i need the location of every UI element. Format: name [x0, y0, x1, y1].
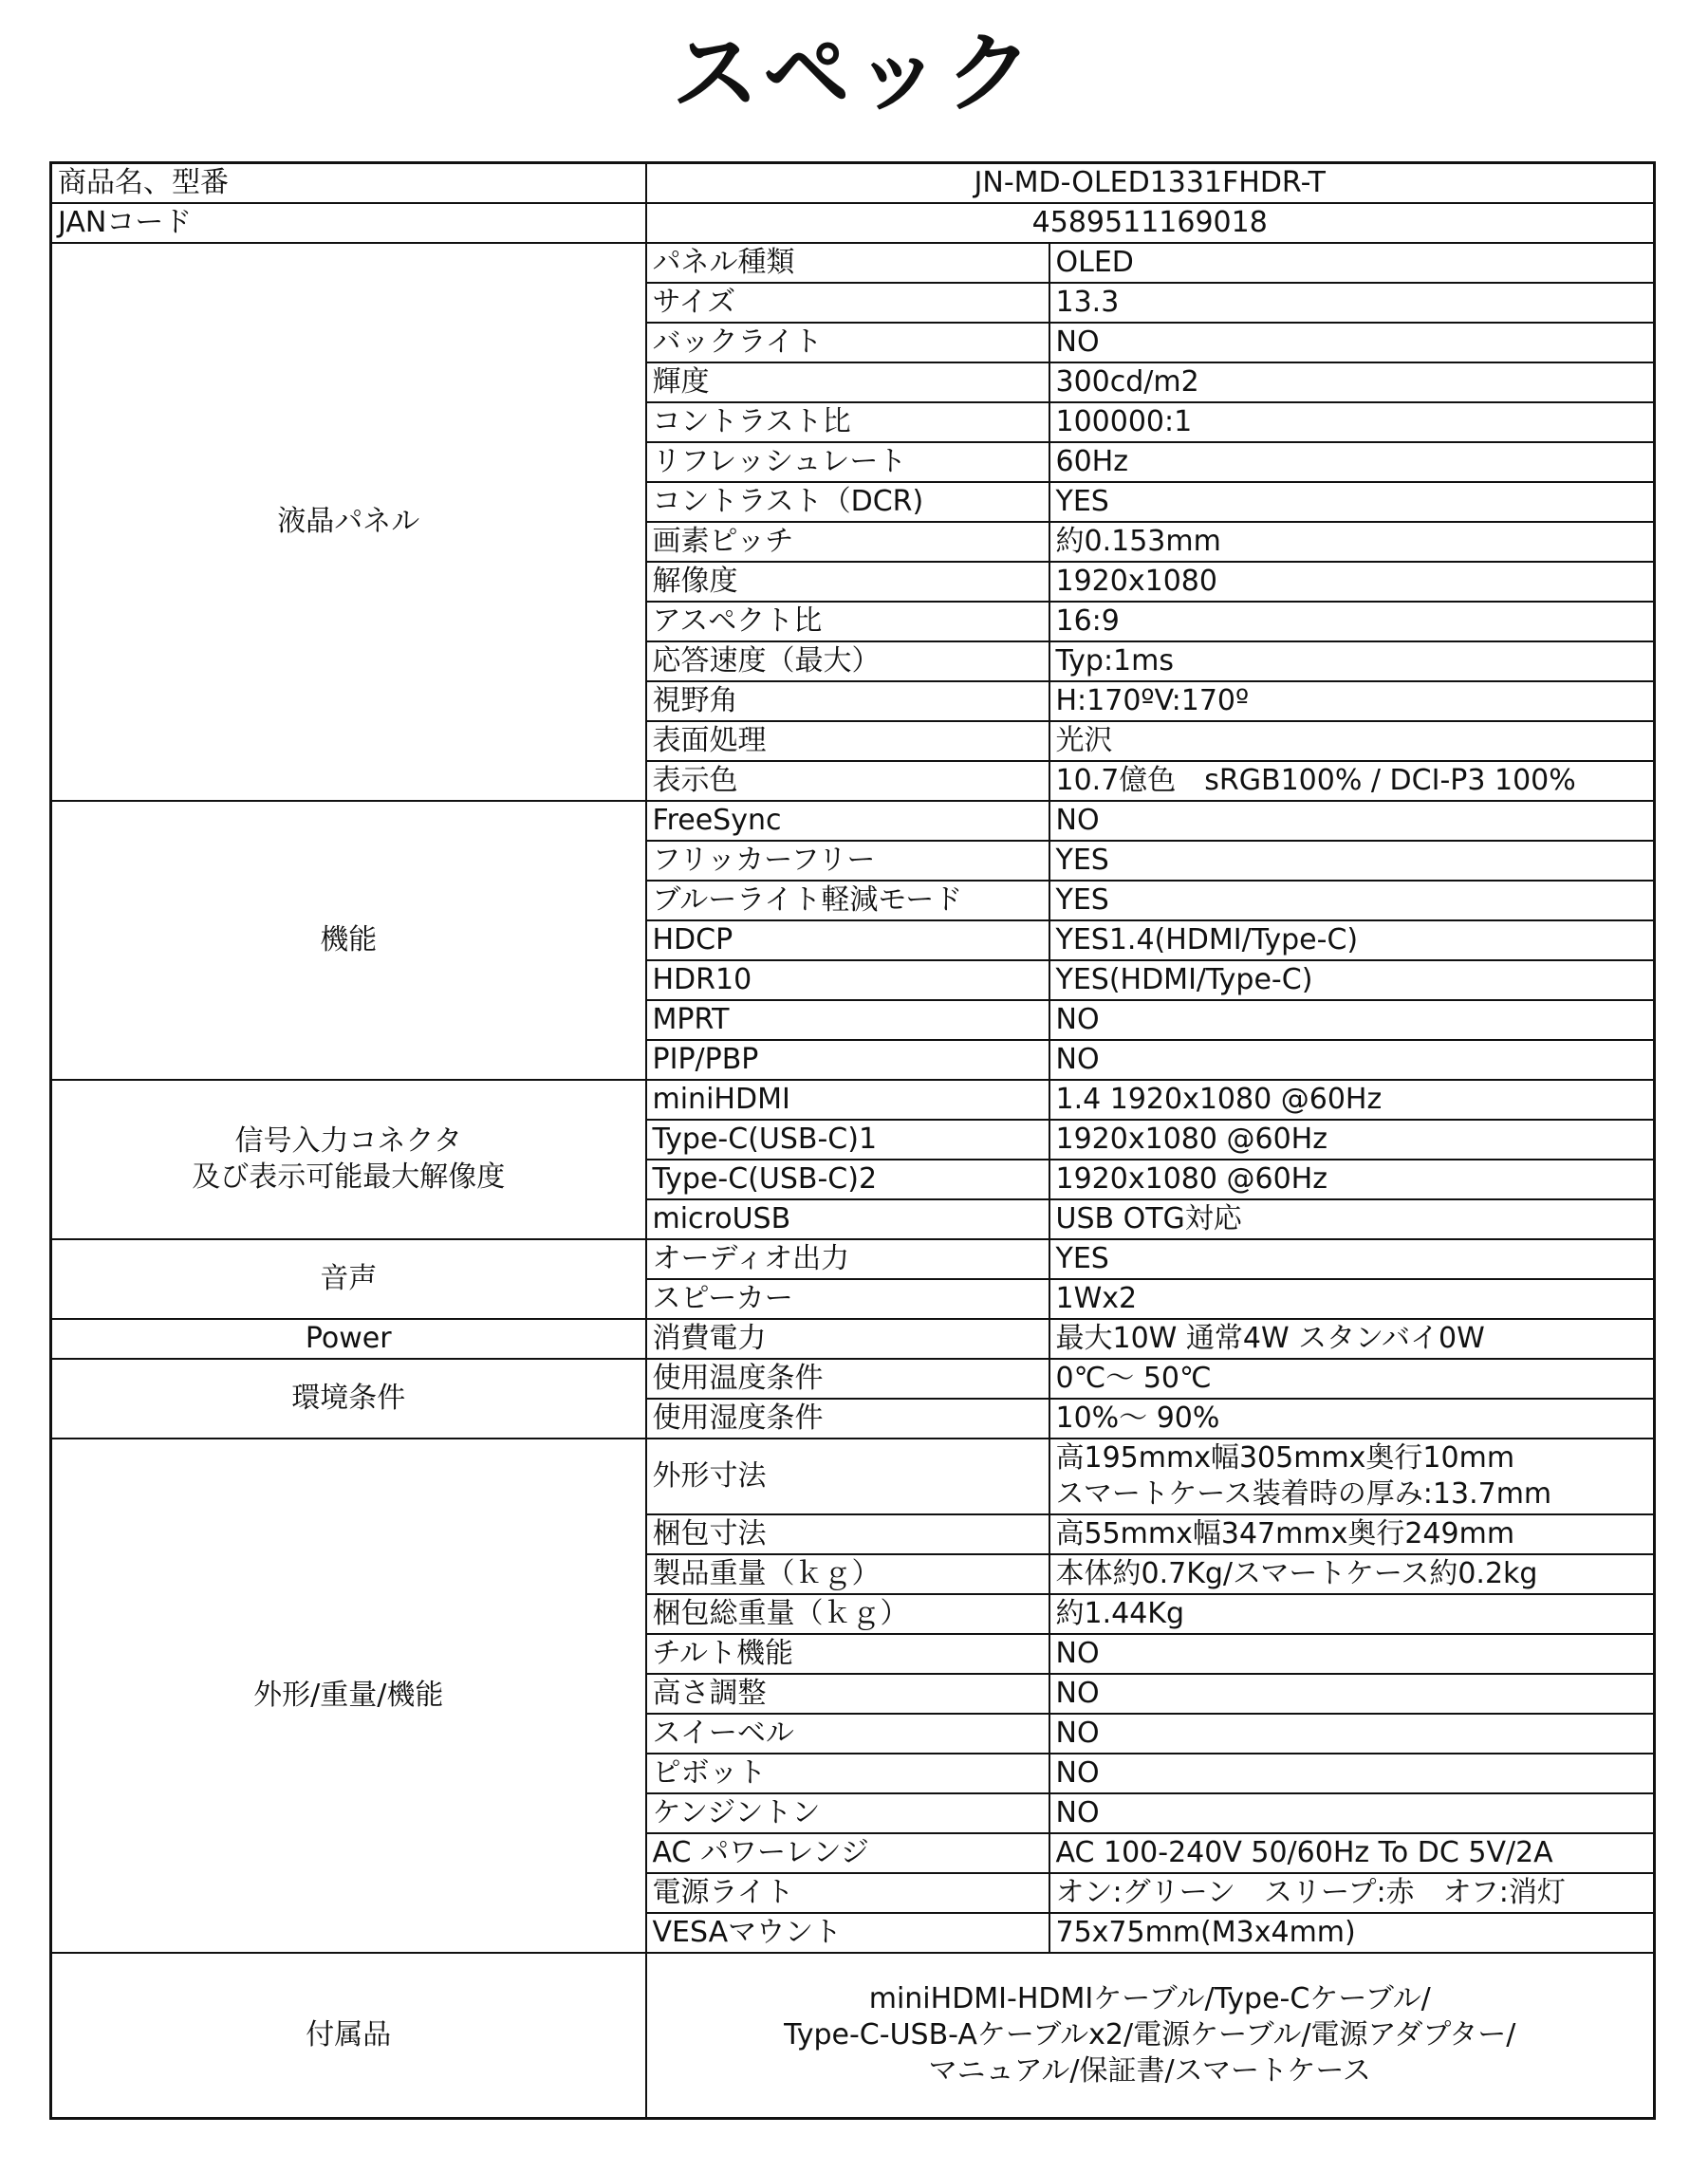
spec-key: 高さ調整 [646, 1674, 1049, 1714]
spec-key: Type-C(USB-C)1 [646, 1120, 1049, 1160]
spec-value-line: YES(HDMI/Type-C) [1055, 963, 1313, 996]
section-category [51, 1080, 646, 1239]
section-category-line: 信号入力コネクタ [234, 1124, 462, 1158]
spec-value [1049, 1714, 1655, 1754]
spec-value-line: 0℃～ 50℃ [1055, 1362, 1212, 1395]
spec-key: アスペクト比 [646, 602, 1049, 641]
spec-key: VESAマウント [646, 1913, 1049, 1953]
spec-value-line: 1920x1080 @60Hz [1055, 1162, 1327, 1196]
spec-key: 表面処理 [646, 721, 1049, 761]
spec-value [1049, 721, 1655, 761]
spec-value-line: NO [1055, 1637, 1100, 1670]
spec-row [51, 1319, 1655, 1359]
spec-value-line: 約0.153mm [1055, 525, 1221, 558]
section-category-line: 外形/重量/機能 [253, 1679, 444, 1712]
spec-value-line: 1920x1080 @60Hz [1055, 1123, 1327, 1156]
spec-value-line: 10.7億色 sRGB100% / DCI-P3 100% [1055, 764, 1576, 797]
accessories-row [51, 1953, 1655, 2118]
spec-value [1049, 362, 1655, 402]
spec-value [1049, 1634, 1655, 1674]
spec-value [1049, 1319, 1655, 1359]
accessories-label: 付属品 [51, 1953, 646, 2118]
spec-value [1049, 1359, 1655, 1399]
spec-key: バックライト [646, 323, 1049, 362]
spec-value-line: 60Hz [1055, 445, 1128, 478]
spec-key: MPRT [646, 1000, 1049, 1040]
spec-key: HDR10 [646, 960, 1049, 1000]
spec-key: FreeSync [646, 801, 1049, 841]
spec-value [1049, 1199, 1655, 1239]
spec-key: リフレッシュレート [646, 442, 1049, 482]
spec-value [1049, 442, 1655, 482]
spec-value-line: 1.4 1920x1080 @60Hz [1055, 1083, 1383, 1116]
spec-key: 消費電力 [646, 1319, 1049, 1359]
spec-value [1049, 881, 1655, 920]
spec-value [1049, 1080, 1655, 1120]
spec-key: PIP/PBP [646, 1040, 1049, 1080]
spec-value [1049, 1913, 1655, 1953]
section-category-line: Power [305, 1322, 392, 1355]
spec-value-line: OLED [1055, 246, 1134, 279]
spec-value-line: NO [1055, 1677, 1100, 1710]
spec-value-line: YES1.4(HDMI/Type-C) [1055, 923, 1359, 956]
spec-value-line: 300cd/m2 [1055, 365, 1199, 399]
spec-value [1049, 801, 1655, 841]
spec-value [1049, 1674, 1655, 1714]
spec-value [1049, 402, 1655, 442]
spec-row [51, 801, 1655, 841]
spec-value [1049, 1399, 1655, 1439]
spec-key: ブルーライト軽減モード [646, 881, 1049, 920]
page-title: スペック [671, 23, 1036, 124]
section-category-line: 機能 [320, 923, 378, 956]
spec-key: 応答速度（最大） [646, 641, 1049, 681]
accessories-line: Type-C-USB-Aケーブルx2/電源ケーブル/電源アダプター/ [784, 2017, 1516, 2051]
header-value: JN-MD-OLED1331FHDR-T [646, 163, 1655, 204]
accessories-value [646, 1953, 1655, 2118]
spec-table [49, 161, 1656, 2120]
spec-key: 解像度 [646, 562, 1049, 602]
spec-value-line: H:170ºV:170º [1055, 684, 1250, 717]
spec-key: ピボット [646, 1754, 1049, 1793]
spec-key: 画素ピッチ [646, 522, 1049, 562]
section-category-line: 及び表示可能最大解像度 [192, 1160, 506, 1194]
spec-value-line: NO [1055, 1756, 1100, 1790]
spec-value-line: 約1.44Kg [1055, 1597, 1185, 1630]
spec-value [1049, 1754, 1655, 1793]
spec-value-line: 本体約0.7Kg/スマートケース約0.2kg [1055, 1557, 1538, 1590]
spec-value [1049, 482, 1655, 522]
spec-key: 使用湿度条件 [646, 1399, 1049, 1439]
spec-value [1049, 1873, 1655, 1913]
spec-key: コントラスト比 [646, 402, 1049, 442]
spec-value-line: NO [1055, 325, 1100, 359]
spec-key: 梱包寸法 [646, 1514, 1049, 1554]
spec-value-line: 100000:1 [1055, 405, 1193, 438]
spec-value-line: 1920x1080 [1055, 565, 1217, 598]
spec-value-line: YES [1055, 1242, 1109, 1275]
spec-value [1049, 1594, 1655, 1634]
spec-key: オーディオ出力 [646, 1239, 1049, 1279]
spec-value [1049, 283, 1655, 323]
spec-value-line: 75x75mm(M3x4mm) [1055, 1916, 1356, 1949]
spec-value [1049, 522, 1655, 562]
section-category-line: 音声 [320, 1262, 378, 1295]
spec-key: 電源ライト [646, 1873, 1049, 1913]
spec-key: ケンジントン [646, 1793, 1049, 1833]
section-category [51, 1239, 646, 1319]
spec-value [1049, 1040, 1655, 1080]
spec-value-line: NO [1055, 1717, 1100, 1750]
spec-value-line: USB OTG対応 [1055, 1202, 1242, 1235]
accessories-line: miniHDMI-HDMIケーブル/Type-Cケーブル/ [868, 1981, 1431, 2015]
spec-key: HDCP [646, 920, 1049, 960]
spec-key: 梱包総重量（ｋｇ） [646, 1594, 1049, 1634]
spec-value-line: 高55mmx幅347mmx奥行249mm [1055, 1517, 1515, 1550]
spec-value [1049, 1514, 1655, 1554]
spec-key: サイズ [646, 283, 1049, 323]
spec-value-line: YES [1055, 485, 1109, 518]
spec-value [1049, 1833, 1655, 1873]
spec-key: 使用温度条件 [646, 1359, 1049, 1399]
spec-row [51, 1359, 1655, 1399]
spec-value [1049, 761, 1655, 801]
header-label: 商品名、型番 [51, 163, 646, 204]
section-category-line: 環境条件 [291, 1382, 406, 1415]
spec-value-line: オン:グリーン スリープ:赤 オフ:消灯 [1055, 1876, 1566, 1909]
spec-value-line: 最大10W 通常4W スタンバイ0W [1055, 1322, 1485, 1355]
spec-key: パネル種類 [646, 243, 1049, 283]
section-category [51, 801, 646, 1080]
spec-value-line: NO [1055, 1043, 1100, 1076]
section-category [51, 1319, 646, 1359]
spec-value [1049, 323, 1655, 362]
spec-key: チルト機能 [646, 1634, 1049, 1674]
spec-key: 輝度 [646, 362, 1049, 402]
spec-value-line: 高195mmx幅305mmx奥行10mm [1055, 1441, 1515, 1475]
spec-value [1049, 1279, 1655, 1319]
spec-value [1049, 960, 1655, 1000]
section-category [51, 1359, 646, 1439]
spec-row [51, 1080, 1655, 1120]
header-row [51, 163, 1655, 204]
spec-value [1049, 681, 1655, 721]
spec-value-line: Typ:1ms [1055, 644, 1174, 678]
spec-value [1049, 1160, 1655, 1199]
section-category [51, 243, 646, 801]
spec-value [1049, 841, 1655, 881]
spec-value-line: 1Wx2 [1055, 1282, 1138, 1315]
spec-value-line: 光沢 [1055, 724, 1113, 757]
spec-key: スピーカー [646, 1279, 1049, 1319]
spec-value [1049, 641, 1655, 681]
spec-value-line: YES [1055, 883, 1109, 917]
spec-key: AC パワーレンジ [646, 1833, 1049, 1873]
spec-value-line: NO [1055, 1796, 1100, 1829]
spec-key: microUSB [646, 1199, 1049, 1239]
spec-value-line: 13.3 [1055, 286, 1120, 319]
spec-value [1049, 1000, 1655, 1040]
spec-table-body [51, 163, 1655, 2119]
spec-key: スイーベル [646, 1714, 1049, 1754]
header-row [51, 203, 1655, 243]
spec-value-line: 10%～ 90% [1055, 1402, 1220, 1435]
spec-key: コントラスト（DCR) [646, 482, 1049, 522]
header-label: JANコード [51, 203, 646, 243]
spec-key: 表示色 [646, 761, 1049, 801]
spec-value-line: YES [1055, 844, 1109, 877]
header-value: 4589511169018 [646, 203, 1655, 243]
spec-value [1049, 1554, 1655, 1594]
spec-value [1049, 1120, 1655, 1160]
spec-value-line: NO [1055, 1003, 1100, 1036]
spec-value-line: AC 100-240V 50/60Hz To DC 5V/2A [1055, 1836, 1553, 1869]
spec-value [1049, 562, 1655, 602]
spec-key: 外形寸法 [646, 1439, 1049, 1514]
spec-value [1049, 602, 1655, 641]
spec-row [51, 1439, 1655, 1514]
spec-value [1049, 920, 1655, 960]
spec-value [1049, 1793, 1655, 1833]
spec-key: 視野角 [646, 681, 1049, 721]
accessories-line: マニュアル/保証書/スマートケース [928, 2053, 1371, 2088]
section-category [51, 1439, 646, 1953]
spec-key: 製品重量（ｋｇ） [646, 1554, 1049, 1594]
spec-row [51, 1239, 1655, 1279]
spec-row [51, 243, 1655, 283]
spec-key: Type-C(USB-C)2 [646, 1160, 1049, 1199]
spec-value [1049, 243, 1655, 283]
spec-value-line: 16:9 [1055, 604, 1120, 638]
spec-value-line: NO [1055, 804, 1100, 837]
spec-value [1049, 1239, 1655, 1279]
section-category-line: 液晶パネル [277, 505, 420, 538]
spec-value [1049, 1439, 1655, 1514]
spec-value-line: スマートケース装着時の厚み:13.7mm [1055, 1477, 1552, 1511]
spec-key: フリッカーフリー [646, 841, 1049, 881]
spec-key: miniHDMI [646, 1080, 1049, 1120]
